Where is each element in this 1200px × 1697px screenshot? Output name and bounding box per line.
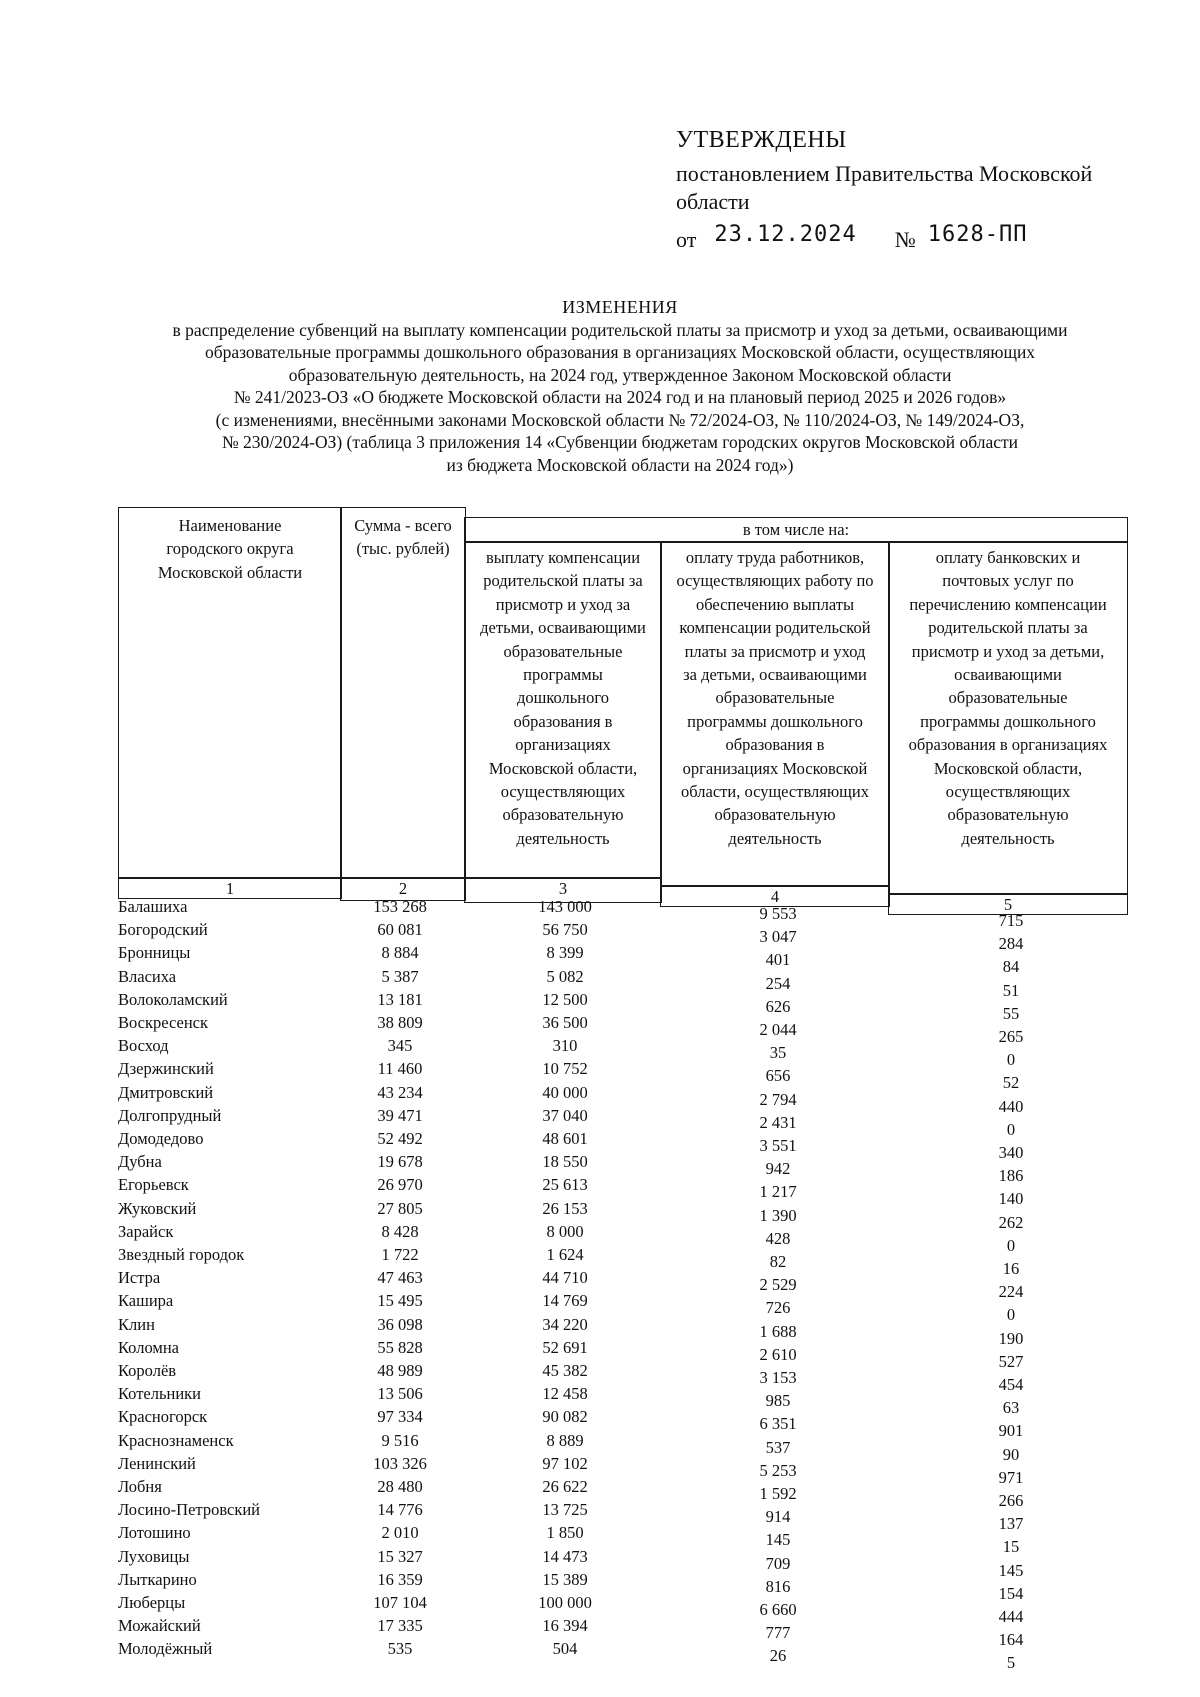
cell-name: Можайский	[118, 1616, 201, 1636]
cell-banking: 265	[998, 1027, 1024, 1046]
header-text: выплату компенсации	[485, 548, 641, 567]
header-text: осваивающими	[954, 665, 1062, 685]
header-text: перечислению компенсации	[909, 594, 1107, 614]
cell-banking: 16	[1002, 1259, 1020, 1278]
cell-compensation: 143 000	[538, 897, 592, 916]
cell-banking: 84	[1002, 957, 1020, 977]
cell-name: Кашира	[118, 1291, 174, 1311]
cell-compensation: 15 389	[542, 1569, 588, 1589]
cell-banking: 0	[1006, 1235, 1016, 1255]
title-line: из бюджета Московской области на 2024 год»)	[446, 454, 794, 475]
cell-total: 107 104	[373, 1593, 427, 1612]
cell-total: 103 326	[373, 1453, 427, 1473]
cell-name: Лотошино	[118, 1523, 191, 1543]
cell-labor: 2 431	[759, 1112, 797, 1132]
cell-banking: 137	[998, 1514, 1024, 1534]
cell-name: Истра	[118, 1268, 161, 1288]
cell-banking: 164	[998, 1630, 1024, 1650]
cell-name: Королёв	[118, 1361, 177, 1380]
cell-total: 8 428	[381, 1221, 419, 1241]
header-text: осуществляющих	[500, 782, 626, 802]
cell-total: 345	[387, 1036, 413, 1056]
cell-name: Дмитровский	[118, 1082, 214, 1102]
cell-banking: 55	[1002, 1003, 1020, 1023]
header-text: почтовых услуг по	[942, 571, 1074, 591]
header-text: образования в	[513, 711, 613, 731]
cell-banking: 190	[998, 1328, 1024, 1348]
cell-labor: 942	[765, 1159, 791, 1179]
header-group-including: в том числе на:	[464, 517, 1128, 543]
cell-name: Бронницы	[118, 943, 191, 963]
cell-name: Люберцы	[118, 1593, 186, 1612]
cell-banking: 5	[1006, 1653, 1016, 1673]
cell-labor: 6 660	[759, 1600, 797, 1619]
header-text: Сумма - всего	[354, 516, 452, 535]
cell-banking: 186	[998, 1166, 1024, 1186]
cell-labor: 777	[765, 1623, 791, 1643]
cell-total: 13 181	[377, 989, 423, 1009]
cell-name: Коломна	[118, 1337, 179, 1357]
cell-banking: 901	[998, 1421, 1024, 1441]
cell-total: 15 495	[377, 1291, 423, 1311]
approval-date: 23.12.2024	[714, 222, 857, 247]
header-text: программы	[523, 665, 603, 685]
cell-name: Воскресенск	[118, 1013, 209, 1032]
header-text: Наименование	[178, 516, 282, 535]
cell-name: Ленинский	[118, 1453, 196, 1473]
cell-compensation: 40 000	[542, 1082, 588, 1102]
cell-labor: 2 529	[759, 1275, 797, 1295]
header-text: образовательную	[502, 805, 624, 825]
header-text: программы дошкольного	[920, 711, 1096, 731]
cell-total: 52 492	[377, 1129, 423, 1148]
cell-banking: 154	[998, 1583, 1024, 1603]
header-text: осуществляющих работу по	[676, 571, 874, 591]
header-text: оплату труда работников,	[685, 548, 865, 567]
cell-labor: 401	[765, 950, 791, 970]
header-text: платы за присмотр и уход	[684, 641, 866, 661]
cell-total: 48 989	[377, 1361, 423, 1380]
header-text: Московской области,	[488, 758, 638, 778]
cell-compensation: 48 601	[542, 1129, 588, 1148]
cell-total: 47 463	[377, 1268, 423, 1288]
cell-total: 27 805	[377, 1198, 423, 1218]
cell-compensation: 12 458	[542, 1384, 588, 1404]
title-heading: ИЗМЕНЕНИЯ	[562, 297, 678, 317]
cell-total: 17 335	[377, 1616, 423, 1636]
header-text: городского округа	[166, 539, 294, 559]
cell-name: Лобня	[118, 1477, 162, 1496]
cell-compensation: 34 220	[542, 1314, 588, 1334]
cell-name: Краснознаменск	[118, 1430, 234, 1450]
cell-labor: 3 047	[759, 927, 797, 947]
header-text: компенсации родительской	[679, 618, 871, 638]
cell-total: 9 516	[381, 1430, 419, 1450]
cell-name: Звездный городок	[118, 1245, 245, 1264]
cell-labor: 145	[765, 1530, 791, 1550]
column-number-4: 4	[660, 885, 890, 907]
cell-compensation: 97 102	[542, 1453, 588, 1473]
cell-labor: 2 044	[759, 1020, 797, 1039]
cell-labor: 5 253	[759, 1460, 797, 1480]
header-text: образовательные	[948, 688, 1068, 708]
header-text: программы дошкольного	[687, 711, 863, 731]
cell-labor: 82	[769, 1252, 787, 1271]
cell-total: 15 327	[377, 1546, 423, 1566]
header-col-compensation	[464, 541, 662, 879]
title-line: в распределение субвенций на выплату компенсации родительской платы за присмотр и уход за детьми, осваивающими	[172, 319, 1068, 340]
cell-banking: 340	[998, 1143, 1024, 1162]
cell-compensation: 26 153	[542, 1198, 588, 1218]
cell-compensation: 100 000	[538, 1593, 592, 1612]
cell-total: 28 480	[377, 1477, 423, 1496]
cell-compensation: 10 752	[542, 1059, 588, 1079]
header-text: за детьми, осваивающими	[683, 665, 867, 685]
cell-banking: 0	[1006, 1119, 1016, 1139]
cell-labor: 3 551	[759, 1136, 797, 1155]
cell-banking: 0	[1006, 1050, 1016, 1070]
header-text: деятельность	[961, 828, 1055, 848]
column-number-5: 5	[888, 893, 1128, 915]
cell-compensation: 45 382	[542, 1361, 588, 1380]
header-text: обеспечению выплаты	[695, 594, 855, 614]
column-number-1: 1	[118, 877, 342, 899]
header-text: организациях Московской	[682, 758, 868, 778]
cell-compensation: 18 550	[542, 1152, 588, 1172]
cell-compensation: 1 624	[546, 1245, 584, 1264]
cell-name: Красногорск	[118, 1407, 208, 1427]
cell-labor: 626	[765, 996, 791, 1016]
cell-labor: 985	[765, 1391, 791, 1411]
title-line: № 230/2024-ОЗ) (таблица 3 приложения 14 «Субвенции бюджетам городских округов Московской области	[221, 432, 1019, 452]
approval-date-line	[676, 220, 1146, 252]
cell-banking: 440	[998, 1096, 1024, 1116]
cell-banking: 454	[998, 1375, 1024, 1394]
cell-compensation: 26 622	[542, 1477, 588, 1496]
cell-labor: 1 390	[759, 1205, 797, 1225]
cell-total: 55 828	[377, 1337, 423, 1357]
cell-compensation: 90 082	[542, 1407, 588, 1427]
header-text: присмотр и уход за	[495, 594, 631, 614]
cell-total: 535	[387, 1639, 413, 1659]
approval-title: УТВЕРЖДЕНЫ	[676, 127, 847, 153]
cell-labor: 914	[765, 1507, 791, 1527]
title-line: образовательные программы дошкольного образования в организациях Московской области, осуществляющих	[204, 342, 1036, 362]
cell-banking: 52	[1002, 1073, 1020, 1093]
cell-total: 60 081	[377, 920, 423, 940]
header-text: образовательные	[715, 688, 835, 708]
cell-compensation: 25 613	[542, 1175, 588, 1195]
header-text: образовательную	[947, 805, 1069, 825]
cell-total: 43 234	[377, 1082, 423, 1102]
cell-banking: 15	[1002, 1537, 1020, 1557]
cell-banking: 145	[998, 1560, 1024, 1580]
header-text: деятельность	[728, 828, 822, 848]
cell-name: Лыткарино	[118, 1569, 197, 1589]
cell-banking: 444	[998, 1607, 1024, 1626]
cell-name: Восход	[118, 1036, 169, 1056]
header-col-total	[340, 507, 466, 879]
cell-compensation: 16 394	[542, 1616, 588, 1636]
cell-labor: 428	[765, 1228, 791, 1248]
header-text: образования в	[725, 735, 825, 755]
cell-compensation: 504	[552, 1639, 578, 1659]
header-text: организациях	[515, 735, 611, 755]
header-text: деятельность	[516, 828, 610, 848]
cell-compensation: 8 399	[546, 943, 584, 963]
cell-banking: 63	[1002, 1398, 1020, 1418]
cell-name: Дзержинский	[118, 1059, 214, 1079]
header-text: осуществляющих	[945, 782, 1071, 802]
title-line: № 241/2023-ОЗ «О бюджете Московской области на 2024 год и на плановый период 2025 и 2026 годов»	[233, 387, 1007, 407]
cell-labor: 9 553	[759, 904, 797, 923]
cell-compensation: 5 082	[546, 966, 584, 986]
cell-banking: 284	[998, 934, 1024, 954]
cell-total: 36 098	[377, 1314, 423, 1334]
cell-banking: 262	[998, 1212, 1024, 1232]
cell-name: Богородский	[118, 920, 208, 940]
cell-labor: 1 217	[759, 1182, 797, 1202]
cell-banking: 140	[998, 1189, 1024, 1209]
cell-name: Волоколамский	[118, 989, 228, 1009]
header-text: образовательные	[503, 641, 623, 661]
cell-labor: 537	[765, 1437, 791, 1457]
cell-compensation: 56 750	[542, 920, 588, 940]
document-title	[120, 296, 1120, 476]
column-number-2: 2	[340, 877, 466, 901]
cell-banking: 90	[1002, 1444, 1020, 1464]
cell-name: Луховицы	[118, 1546, 190, 1566]
approval-block	[676, 126, 1146, 252]
cell-banking: 0	[1006, 1305, 1016, 1325]
cell-compensation: 1 850	[546, 1523, 584, 1543]
cell-banking: 971	[998, 1467, 1024, 1487]
cell-labor: 254	[765, 973, 791, 993]
cell-name: Зарайск	[118, 1221, 174, 1241]
cell-compensation: 8 889	[546, 1430, 584, 1450]
cell-labor: 35	[769, 1043, 787, 1063]
cell-labor: 726	[765, 1298, 791, 1318]
header-text: детьми, осваивающими	[480, 618, 646, 638]
cell-total: 5 387	[381, 966, 419, 986]
cell-name: Власиха	[118, 966, 177, 986]
header-text: Московской области,	[933, 758, 1083, 778]
header-text: оплату банковских и	[935, 548, 1081, 567]
header-text: присмотр и уход за детьми,	[911, 641, 1105, 661]
cell-total: 26 970	[377, 1175, 423, 1195]
cell-banking: 51	[1002, 980, 1020, 1000]
header-col-labor	[660, 541, 890, 887]
cell-total: 39 471	[377, 1105, 423, 1125]
title-line: образовательную деятельность, на 2024 год, утвержденное Законом Московской области	[288, 364, 952, 385]
cell-name: Клин	[118, 1314, 155, 1334]
column-number-3: 3	[464, 877, 662, 903]
cell-labor: 2 610	[759, 1344, 797, 1364]
cell-total: 19 678	[377, 1152, 423, 1172]
cell-name: Жуковский	[118, 1198, 197, 1218]
cell-total: 8 884	[381, 943, 419, 963]
cell-compensation: 44 710	[542, 1268, 588, 1288]
cell-compensation: 14 769	[542, 1291, 588, 1311]
header-text: образования в организациях	[908, 735, 1108, 755]
cell-banking: 224	[998, 1282, 1024, 1302]
header-text: области, осуществляющих	[681, 782, 869, 802]
cell-name: Дубна	[118, 1152, 162, 1172]
cell-name: Молодёжный	[118, 1639, 213, 1659]
cell-banking: 527	[998, 1351, 1024, 1371]
cell-total: 153 268	[373, 897, 427, 916]
approval-line-2: области	[676, 189, 750, 214]
cell-compensation: 310	[552, 1036, 578, 1056]
cell-total: 13 506	[377, 1384, 423, 1404]
cell-labor: 3 153	[759, 1368, 797, 1387]
cell-total: 16 359	[377, 1569, 423, 1589]
cell-labor: 2 794	[759, 1089, 797, 1109]
title-line: (с изменениями, внесёнными законами Московской области № 72/2024-ОЗ, № 110/2024-ОЗ, № 149/2024-ОЗ,	[215, 409, 1025, 430]
cell-name: Котельники	[118, 1384, 202, 1404]
cell-labor: 26	[769, 1646, 787, 1666]
cell-banking: 715	[998, 911, 1024, 930]
cell-compensation: 52 691	[542, 1337, 588, 1357]
cell-total: 2 010	[381, 1523, 419, 1543]
header-col-name	[118, 507, 342, 879]
cell-compensation: 14 473	[542, 1546, 588, 1566]
cell-compensation: 8 000	[546, 1221, 584, 1241]
cell-name: Домодедово	[118, 1129, 204, 1148]
cell-labor: 709	[765, 1553, 791, 1573]
approval-line-1: постановлением Правительства Московской	[676, 161, 1093, 186]
cell-name: Балашиха	[118, 897, 188, 916]
number-label: №	[894, 227, 916, 252]
approval-number: 1628-ПП	[927, 222, 1028, 247]
cell-compensation: 36 500	[542, 1013, 588, 1032]
cell-total: 97 334	[377, 1407, 423, 1427]
cell-name: Егорьевск	[118, 1175, 189, 1195]
cell-labor: 1 688	[759, 1321, 797, 1341]
header-text: родительской платы за	[928, 618, 1088, 638]
cell-name: Долгопрудный	[118, 1105, 222, 1125]
header-text: родительской платы за	[483, 571, 643, 591]
header-text: (тыс. рублей)	[356, 539, 450, 559]
cell-banking: 266	[998, 1491, 1024, 1510]
cell-labor: 816	[765, 1576, 791, 1596]
cell-labor: 1 592	[759, 1484, 797, 1503]
cell-total: 38 809	[377, 1013, 423, 1032]
cell-labor: 656	[765, 1066, 791, 1086]
header-text: Московской области	[157, 562, 303, 582]
cell-compensation: 37 040	[542, 1105, 588, 1125]
cell-labor: 6 351	[759, 1414, 797, 1434]
header-text: дошкольного	[516, 688, 609, 708]
cell-name: Лосино-Петровский	[118, 1500, 261, 1520]
header-col-banking	[888, 541, 1128, 895]
cell-total: 1 722	[381, 1245, 419, 1264]
date-label: от	[676, 227, 697, 252]
header-text: образовательную	[714, 805, 836, 825]
cell-total: 14 776	[377, 1500, 423, 1520]
cell-compensation: 13 725	[542, 1500, 588, 1520]
cell-total: 11 460	[377, 1059, 423, 1079]
cell-compensation: 12 500	[542, 989, 588, 1009]
